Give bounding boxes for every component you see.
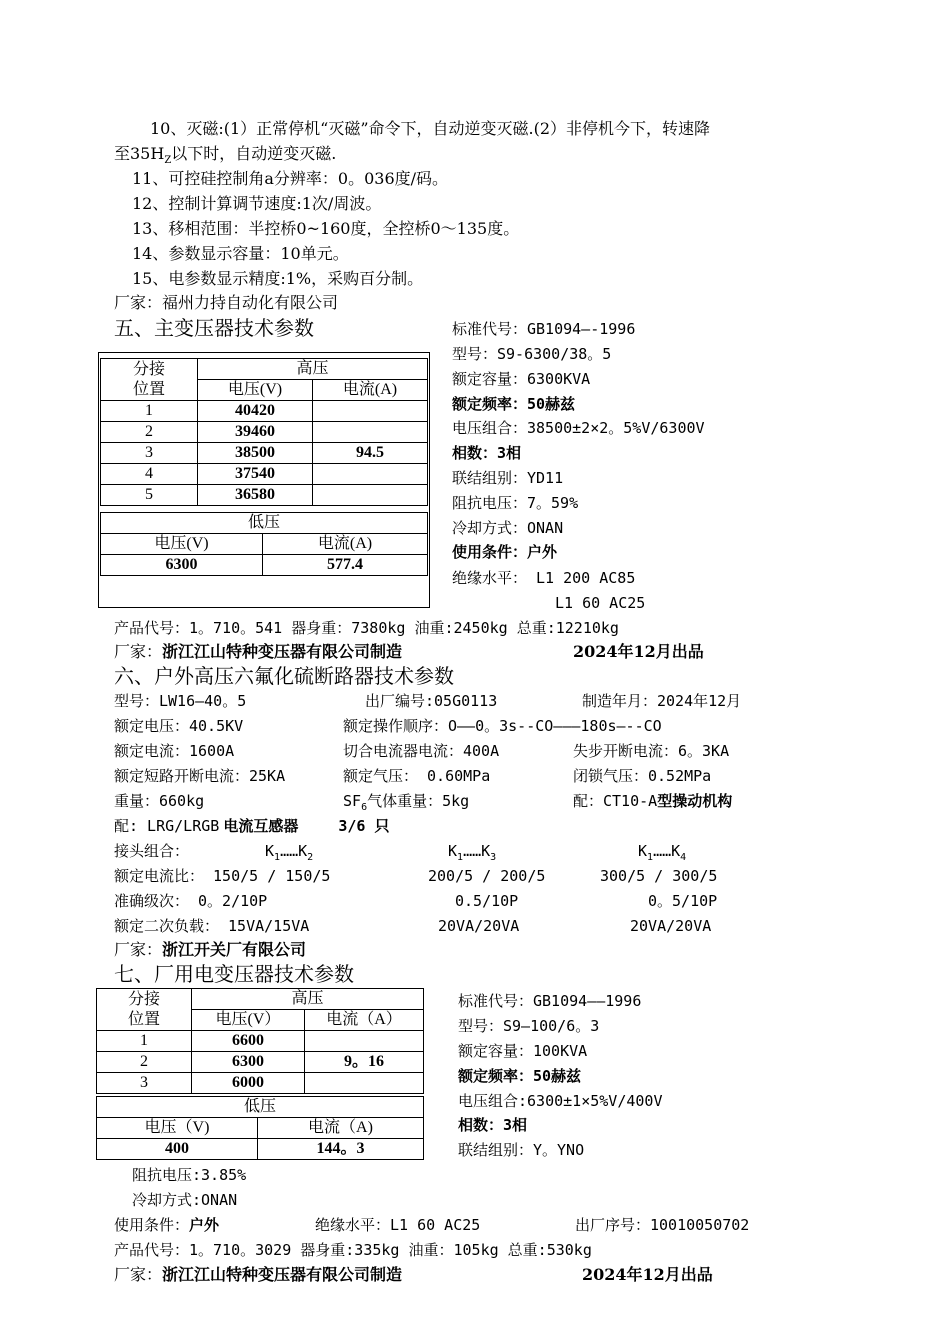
s5-spec-line: 使用条件：户外 (452, 543, 558, 561)
s5-spec-line: 相数：3相 (452, 444, 522, 462)
intro-line-11: 11、可控硅控制角a分辨率：0。036度/码。 (132, 169, 449, 188)
s6-accuracy-3: 0。5/10P (648, 892, 718, 910)
s5-date: 2024年12月出品 (573, 642, 704, 661)
s5-spec-line: 额定容量：6300KVA (452, 370, 591, 388)
s7-spec-line: 额定频率：50赫兹 (458, 1067, 582, 1085)
s6-maker: 浙江开关厂有限公司 (162, 940, 307, 959)
s7-spec-line: 联结组别：Y。YNO (458, 1141, 585, 1159)
s5-row-curr (313, 464, 428, 485)
s7-spec-line: 电压组合:6300±1×5%V/400V (458, 1092, 663, 1110)
s5-row-curr (313, 485, 428, 506)
s7-volt-head: 电压(V） (192, 1010, 305, 1031)
s5-spec-line: L1 60 AC25 (555, 594, 646, 612)
s5-spec-line: 额定频率：50赫兹 (452, 395, 576, 413)
s5-row-volt: 39460 (198, 422, 313, 443)
intro-l2sub: Z (164, 155, 172, 167)
s5-row-volt: 37540 (198, 464, 313, 485)
s5-row-volt: 36580 (198, 485, 313, 506)
s5-row-pos: 3 (101, 443, 198, 464)
intro-l2a: 至35H (114, 144, 165, 163)
s7-row-curr: 9。16 (305, 1052, 424, 1073)
s7-row-pos: 1 (97, 1031, 192, 1052)
intro-maker: 厂家：福州力持自动化有限公司 (114, 293, 339, 312)
s7-maker: 浙江江山特种变压器有限公司制造 (162, 1265, 403, 1284)
intro-line-10: 10、灭磁:(1）正常停机“灭磁”命令下，自动逆变灭磁.(2）非停机今下，转速降 (150, 119, 711, 138)
s6-ratio-1: 额定电流比： 150/5 / 150/5 (114, 867, 331, 885)
s6-joint-label: 接头组合： (114, 842, 190, 860)
s7-spec-line: 标准代号：GB1094――1996 (458, 992, 642, 1010)
s7-code: 产品代号：1。710。3029 器身重:335kg 油重：105kg 总重:530kg (114, 1241, 592, 1259)
s5-lv-curr: 577.4 (263, 555, 428, 576)
s6-short-break: 额定短路开断电流：25KA (114, 767, 286, 785)
intro-line-14: 14、参数显示容量：10单元。 (132, 244, 349, 263)
s5-spec-line: 标准代号：GB1094―-1996 (452, 320, 636, 338)
s6-lock-pressure: 闭锁气压：0.52MPa (573, 767, 712, 785)
s5-lv-head: 低压 (101, 513, 428, 534)
s6-rated-voltage: 额定电压：40.5KV (114, 717, 244, 735)
s5-lv-table (100, 512, 428, 576)
s7-row-volt: 6300 (192, 1052, 305, 1073)
s5-maker-line (114, 641, 402, 663)
s6-joint-3: $K_1\dots\dots K_4$ (638, 842, 687, 863)
s6-sf6-weight: $SF_6$气体重量：5kg (343, 792, 470, 813)
s5-code: 产品代号：1。710。541 器身重：7380kg 油重:2450kg 总重:12210kg (114, 619, 619, 637)
s5-tap-table (100, 358, 428, 506)
s7-title: 七、厂用电变压器技术参数 (114, 962, 354, 986)
s5-title: 五、主变压器技术参数 (114, 316, 314, 340)
s6-accuracy-1: 准确级次： 0。2/10P (114, 892, 268, 910)
s5-row-pos: 2 (101, 422, 198, 443)
s5-row-pos: 4 (101, 464, 198, 485)
s5-lv-volt: 6300 (101, 555, 263, 576)
s7-serial: 出厂序号：10010050702 (575, 1216, 750, 1234)
s7-use: 使用条件：户外 (114, 1216, 220, 1234)
intro-line-15: 15、电参数显示精度:1%，采购百分制。 (132, 269, 424, 288)
s7-lv-volt-head: 电压（V) (97, 1118, 258, 1139)
s6-ratio-3: 300/5 / 300/5 (600, 867, 718, 885)
s6-made: 制造年月：2024年12月 (582, 692, 742, 710)
s5-lv-curr-head: 电流(A) (263, 534, 428, 555)
s5-spec-line: 冷却方式：ONAN (452, 519, 564, 537)
s5-row-pos: 1 (101, 401, 198, 422)
s5-row-curr (313, 401, 428, 422)
s7-row-curr (305, 1073, 424, 1094)
s7-row-curr (305, 1031, 424, 1052)
s6-ct: 配: LRG/LRGB 电流互感器 3/6 只 (114, 817, 390, 835)
s5-maker: 浙江江山特种变压器有限公司制造 (162, 642, 403, 661)
s6-accuracy-2: 0.5/10P (455, 892, 519, 910)
s6-op-sequence: 额定操作顺序：O――0。3s--CO―――180s―--CO (343, 717, 662, 735)
s7-date: 2024年12月出品 (582, 1265, 713, 1284)
s6-joint-2: $K_1\dots\dots K_3$ (448, 842, 497, 863)
s5-row-volt: 38500 (198, 443, 313, 464)
s5-spec-line: 电压组合：38500±2×2。5%V/6300V (452, 419, 705, 437)
s6-maker-line (114, 939, 306, 961)
s7-lv-curr-head: 电流（A) (258, 1118, 424, 1139)
s6-load-2: 20VA/20VA (438, 917, 520, 935)
s5-maker-label: 厂家： (114, 642, 163, 661)
s5-spec-line: 绝缘水平： L1 200 AC85 (452, 569, 636, 587)
s5-volt-head: 电压(V) (198, 380, 313, 401)
s7-tap-table (96, 988, 424, 1094)
s7-lv-volt: 400 (97, 1139, 258, 1160)
s7-spec-line: 相数：3相 (458, 1116, 528, 1134)
s6-title: 六、户外高压六氟化硫断路器技术参数 (114, 664, 454, 688)
s7-spec-line: 额定容量：100KVA (458, 1042, 588, 1060)
s5-row-curr (313, 422, 428, 443)
s6-load-1: 额定二次负载： 15VA/15VA (114, 917, 310, 935)
s5-spec-line: 型号：S9-6300/38。5 (452, 345, 612, 363)
s7-spec-line: 型号：S9—100/6。3 (458, 1017, 600, 1035)
s7-insulation: 绝缘水平：L1 60 AC25 (315, 1216, 481, 1234)
s5-lv-volt-head: 电压(V) (101, 534, 263, 555)
s7-lv-curr: 144。3 (258, 1139, 424, 1160)
s7-row-pos: 3 (97, 1073, 192, 1094)
s7-hv-head: 高压 (192, 989, 424, 1010)
intro-line-12: 12、控制计算调节速度:1次/周波。 (132, 194, 382, 213)
s6-serial: 出厂编号:05G0113 (365, 692, 498, 710)
s5-spec-line: 阻抗电压：7。59% (452, 494, 579, 512)
s6-model: 型号：LW16—40。5 (114, 692, 247, 710)
s6-weight: 重量：660kg (114, 792, 205, 810)
s6-rated-pressure: 额定气压： 0.60MPa (343, 767, 491, 785)
s6-rated-current: 额定电流：1600A (114, 742, 235, 760)
s7-maker-label: 厂家： (114, 1265, 163, 1284)
s6-maker-label: 厂家： (114, 940, 163, 959)
s7-maker-line (114, 1264, 402, 1286)
s5-curr-head: 电流(A) (313, 380, 428, 401)
s7-lv-head: 低压 (97, 1097, 424, 1118)
intro-l2b: 以下时，自动逆变灭磁. (171, 144, 337, 163)
s7-tap-head: 分接 位置 (97, 989, 192, 1031)
s5-spec-line: 联结组别：YD11 (452, 469, 564, 487)
intro-line-13: 13、移相范围：半控桥0~160度，全控桥0～135度。 (132, 219, 520, 238)
s5-hv-head: 高压 (198, 359, 428, 380)
s5-row-volt: 40420 (198, 401, 313, 422)
s7-row-volt: 6600 (192, 1031, 305, 1052)
s7-row-volt: 6000 (192, 1073, 305, 1094)
s5-row-curr: 94.5 (313, 443, 428, 464)
s7-row-pos: 2 (97, 1052, 192, 1073)
s7-cooling: 冷却方式:ONAN (132, 1191, 238, 1209)
s7-impedance: 阻抗电压:3.85% (132, 1166, 247, 1184)
s6-switch-current: 切合电流器电流：400A (343, 742, 500, 760)
s6-mechanism: 配：CT10-A型操动机构 (573, 792, 733, 810)
s5-row-pos: 5 (101, 485, 198, 506)
s7-curr-head: 电流（A） (305, 1010, 424, 1031)
s6-joint-1: $K_1\dots\dots K_2$ (265, 842, 314, 863)
s6-outstep-current: 失步开断电流：6。3KA (573, 742, 730, 760)
s6-ratio-2: 200/5 / 200/5 (428, 867, 546, 885)
s6-load-3: 20VA/20VA (630, 917, 712, 935)
s5-tap-head: 分接 位置 (101, 359, 198, 401)
s7-lv-table (96, 1096, 424, 1160)
